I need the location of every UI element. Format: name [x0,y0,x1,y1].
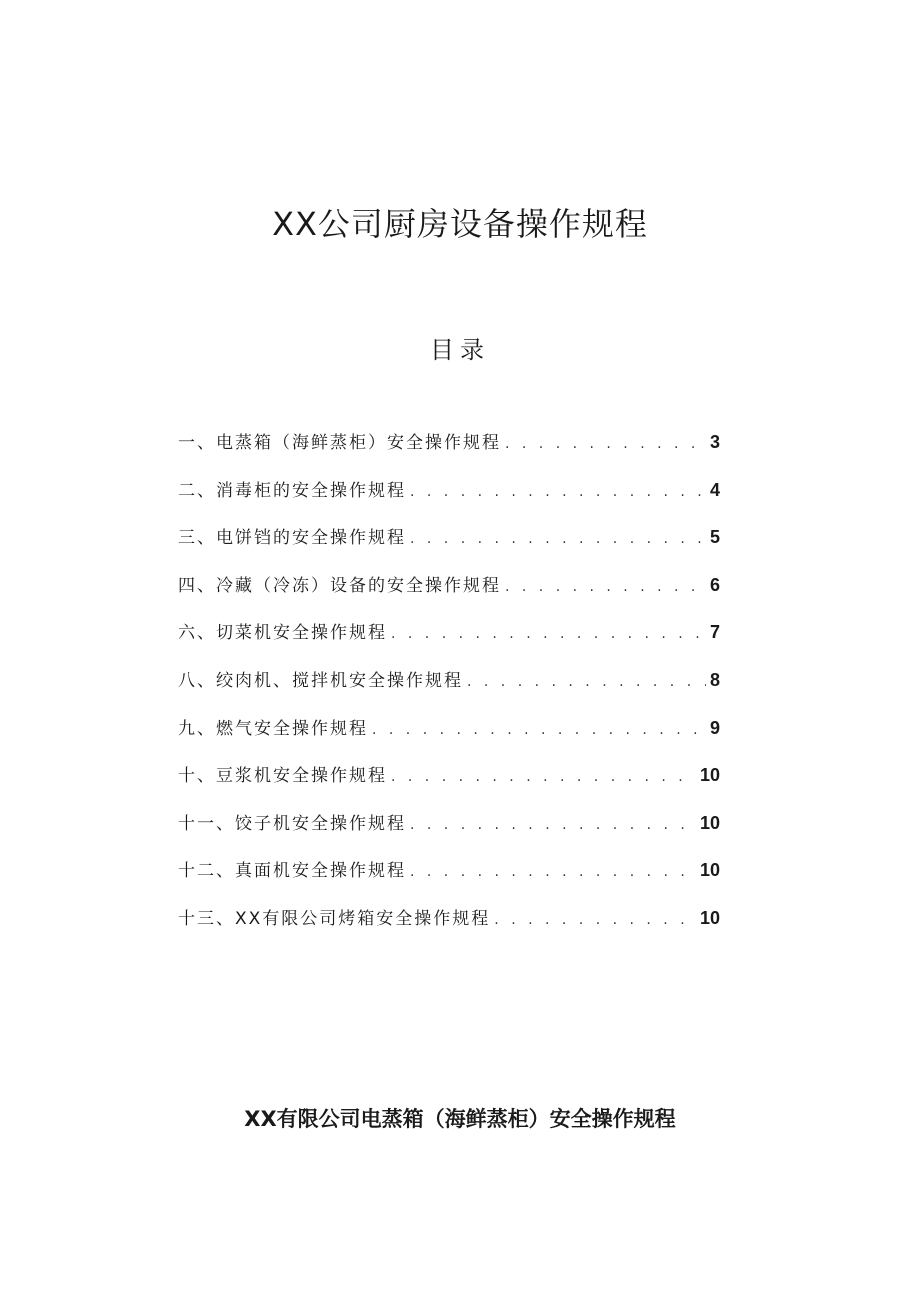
toc-entry[interactable] [178,714,720,762]
toc-dot-leader [391,769,696,785]
toc-entry-label: 十、豆浆机安全操作规程 [178,766,387,787]
toc-dot-leader [410,484,706,500]
toc-entry[interactable] [178,809,720,857]
toc-entry[interactable] [178,761,720,809]
toc-dot-leader [410,531,706,547]
toc-entry-page: 7 [709,622,720,643]
toc-entry-page: 3 [709,432,720,452]
toc-heading: 目录 [430,336,490,364]
toc-entry[interactable] [178,618,720,666]
toc-entry[interactable] [178,666,720,714]
toc-dot-leader [467,674,706,690]
toc-dot-leader [494,912,696,928]
section-heading: XX有限公司电蒸箱（海鲜蒸柜）安全操作规程 [244,1107,676,1132]
document-title: XX公司厨房设备操作规程 [272,205,648,244]
toc-dot-leader [372,722,706,738]
toc-entry-label: 十二、真面机安全操作规程 [178,861,406,882]
toc-dot-leader [505,579,706,595]
toc-dot-leader [410,864,696,880]
toc-entry-label: 八、绞肉机、搅拌机安全操作规程 [178,670,463,691]
toc-dot-leader [505,436,706,452]
toc-entry-label: 六、切菜机安全操作规程 [178,623,387,644]
toc-entry-label: 十三、XX有限公司烤箱安全操作规程 [178,908,491,929]
toc-entry-page: 5 [709,527,720,548]
toc-entry-page: 10 [699,860,720,881]
toc-entry[interactable] [178,523,720,571]
toc-entry-label: 十一、饺子机安全操作规程 [178,813,406,834]
toc-entry[interactable] [178,904,720,952]
toc-entry-label: 九、燃气安全操作规程 [178,718,368,739]
toc-entry-page: 9 [709,717,720,738]
toc-entry-page: 4 [709,479,720,500]
toc-entry-page: 8 [709,669,720,690]
toc-dot-leader [410,817,696,833]
toc-entry-label: 一、电蒸箱（海鲜蒸柜）安全操作规程 [178,433,501,453]
table-of-contents [178,428,720,952]
toc-entry-page: 10 [699,812,720,833]
toc-entry[interactable] [178,856,720,904]
toc-entry[interactable] [178,571,720,619]
toc-entry-page: 10 [699,765,720,786]
toc-dot-leader [391,626,706,642]
toc-entry-label: 四、冷藏（冷冻）设备的安全操作规程 [178,575,501,596]
toc-entry[interactable] [178,476,720,524]
toc-entry-label: 三、电饼铛的安全操作规程 [178,528,406,549]
toc-entry-page: 6 [709,574,720,595]
toc-entry-label: 二、消毒柜的安全操作规程 [178,480,406,501]
toc-entry[interactable] [178,428,720,476]
toc-entry-page: 10 [699,907,720,928]
